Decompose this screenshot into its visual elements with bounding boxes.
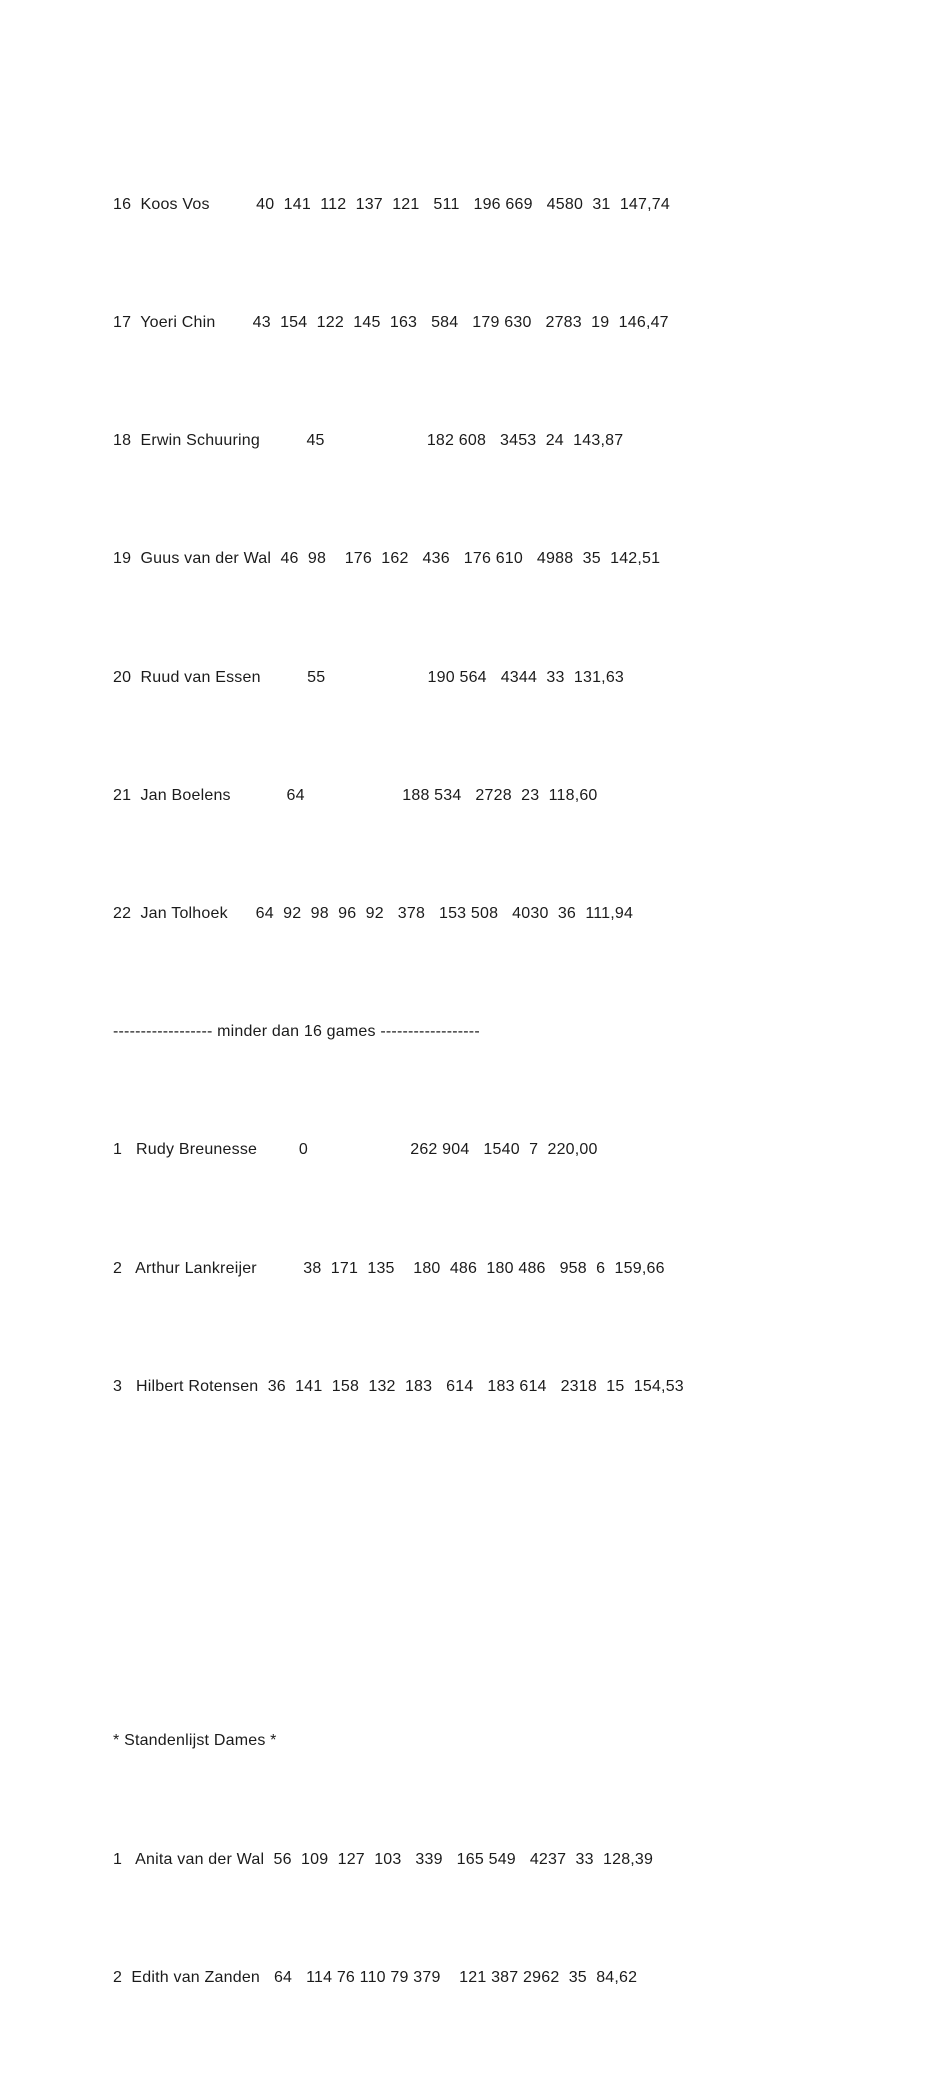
minder-row-1: 1 Rudy Breunesse 0 262 904 1540 7 220,00 (113, 1141, 598, 1159)
dames-row-2: 2 Edith van Zanden 64 114 76 110 79 379 121 387 2962 35 84,62 (113, 1968, 638, 1986)
heren-row-17: 17 Yoeri Chin 43 154 122 145 163 584 179 630 2783 19 146,47 (113, 314, 669, 332)
heren-row-18: 18 Erwin Schuuring 45 182 608 3453 24 143,87 (113, 432, 624, 450)
blank-line (113, 1485, 684, 1524)
dames-row-1: 1 Anita van der Wal 56 109 127 103 339 165 549 4237 33 128,39 (113, 1850, 654, 1868)
heren-row-21: 21 Jan Boelens 64 188 534 2728 23 118,60 (113, 786, 598, 804)
minder-row-3: 3 Hilbert Rotensen 36 141 158 132 183 614 183 614 2318 15 154,53 (113, 1377, 684, 1395)
heren-row-22: 22 Jan Tolhoek 64 92 98 96 92 378 153 508 4030 36 111,94 (113, 905, 634, 923)
heren-row-19: 19 Guus van der Wal 46 98 176 162 436 176 610 4988 35 142,51 (113, 550, 661, 568)
heren-row-20: 20 Ruud van Essen 55 190 564 4344 33 131,63 (113, 668, 625, 686)
section-separator: ------------------ minder dan 16 games ------------------ (113, 1023, 480, 1041)
standings-text-block (113, 106, 684, 2076)
dames-title: * Standenlijst Dames * (113, 1732, 277, 1750)
blank-line (113, 1603, 684, 1642)
heren-row-16: 16 Koos Vos 40 141 112 137 121 511 196 669 4580 31 147,74 (113, 195, 670, 213)
minder-row-2: 2 Arthur Lankreijer 38 171 135 180 486 180 486 958 6 159,66 (113, 1259, 665, 1277)
